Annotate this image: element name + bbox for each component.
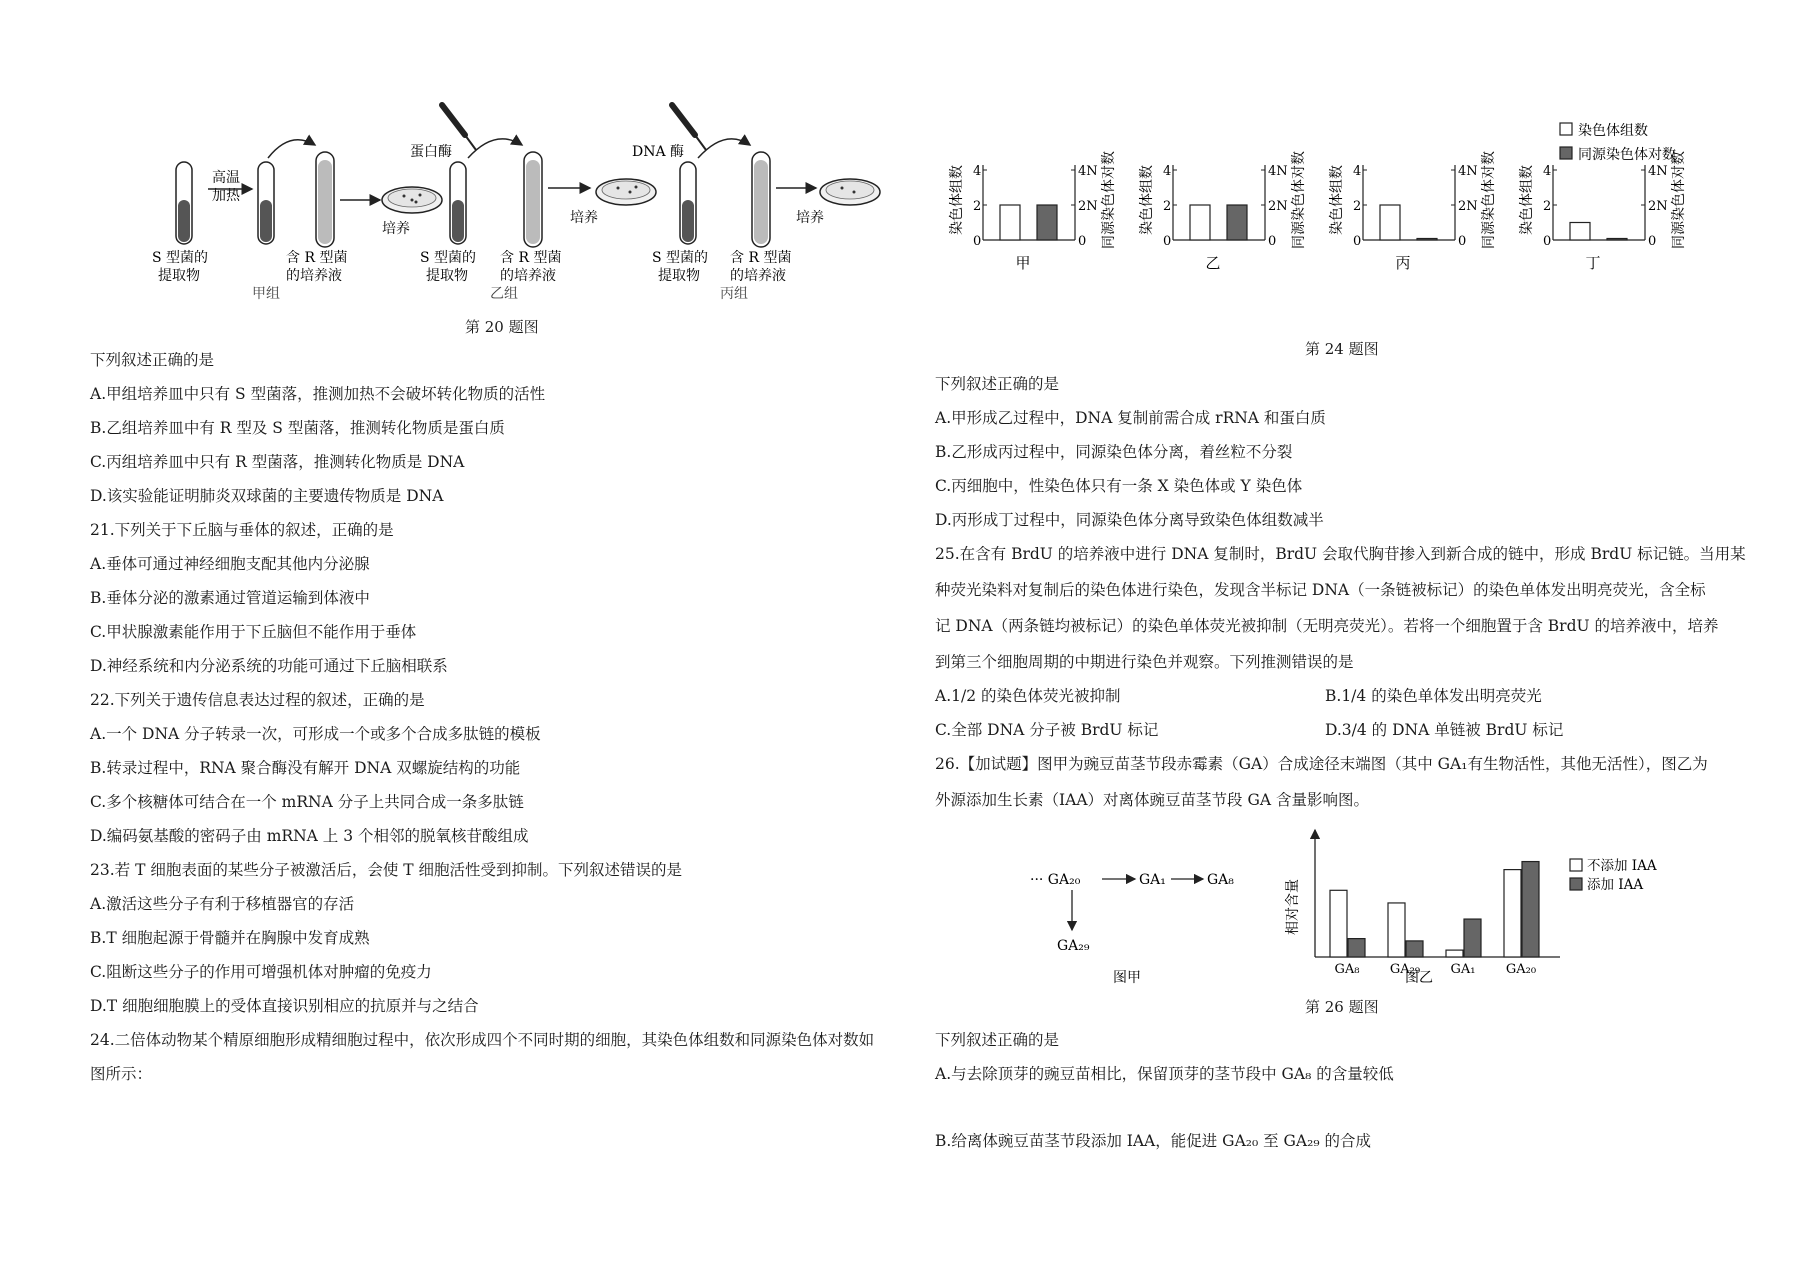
text-line: 下列叙述正确的是 — [935, 1031, 1060, 1049]
svg-text:的培养液: 的培养液 — [286, 268, 342, 284]
tick-label: 2 — [973, 199, 982, 214]
reagent-label: 蛋白酶 — [410, 144, 452, 160]
legend-swatch-no-iaa — [1570, 859, 1582, 871]
pathway-start: ··· GA₂₀ — [1030, 872, 1081, 888]
text-line: 外源添加生长素（IAA）对离体豌豆苗茎节段 GA 含量影响图。 — [935, 791, 1369, 809]
svg-text:培养: 培养 — [796, 210, 824, 226]
bar-no-iaa — [1388, 903, 1405, 957]
text-line: 下列叙述正确的是 — [90, 351, 215, 369]
text-line: D.T 细胞细胞膜上的受体直接识别相应的抗原并与之结合 — [90, 997, 479, 1015]
text-line: B.T 细胞起源于骨髓并在胸腺中发育成熟 — [90, 929, 370, 947]
bar-iaa — [1522, 862, 1539, 957]
text-line: B.垂体分泌的激素通过管道运输到体液中 — [90, 589, 370, 607]
bar-homologous-pairs — [1037, 205, 1057, 240]
tick-label: 0 — [1078, 234, 1087, 249]
group-label: 甲组 — [252, 286, 280, 300]
tick-label: 0 — [973, 234, 982, 249]
svg-text:提取物: 提取物 — [426, 268, 468, 284]
text-line: B.给离体豌豆苗茎节段添加 IAA，能促进 GA₂₀ 至 GA₂₉ 的合成 — [935, 1132, 1371, 1150]
svg-text:S 型菌的: S 型菌的 — [152, 250, 209, 266]
right-axis-label: 同源染色体对数 — [1291, 151, 1307, 249]
reagent-label: DNA 酶 — [632, 144, 685, 160]
bar-homologous-pairs — [1227, 205, 1247, 240]
figure-24 — [935, 115, 1755, 315]
tick-label: 4N — [1268, 164, 1288, 179]
bar-chromosome-sets — [1380, 205, 1400, 240]
group-yi — [410, 105, 656, 300]
bar-iaa — [1406, 941, 1423, 957]
tick-label: 0 — [1163, 234, 1172, 249]
text-line: 25.在含有 BrdU 的培养液中进行 DNA 复制时，BrdU 会取代胸苷掺入到新合成的链中，形成 BrdU 标记链。当用某 — [935, 545, 1746, 563]
text-line: 记 DNA（两条链均被标记）的染色单体荧光被抑制（无明亮荧光）。若将一个细胞置于含 BrdU 的培养液中，培养 — [935, 617, 1719, 635]
tick-label: 0 — [1458, 234, 1467, 249]
tick-label: 0 — [1353, 234, 1362, 249]
heat-label: 加热 — [212, 188, 240, 204]
text-line: A.甲组培养皿中只有 S 型菌落，推测加热不会破坏转化物质的活性 — [90, 385, 546, 403]
bar-iaa — [1464, 919, 1481, 957]
bar-homologous-pairs — [1607, 239, 1627, 241]
text-line: 到第三个细胞周期的中期进行染色并观察。下列推测错误的是 — [935, 653, 1354, 671]
text-line: B.转录过程中，RNA 聚合酶没有解开 DNA 双螺旋结构的功能 — [90, 759, 521, 777]
tick-label: 4N — [1648, 164, 1668, 179]
ga-bar-chart — [1284, 830, 1560, 986]
text-line: D.神经系统和内分泌系统的功能可通过下丘脑相联系 — [90, 657, 448, 675]
svg-text:培养: 培养 — [382, 221, 410, 237]
tick-label: 0 — [1648, 234, 1657, 249]
left-axis-label: 染色体组数 — [949, 165, 965, 235]
legend-label: 同源染色体对数 — [1578, 147, 1676, 163]
group-label: 丙组 — [720, 286, 748, 300]
text-line: A.一个 DNA 分子转录一次，可形成一个或多个合成多肽链的模板 — [90, 725, 541, 743]
text-line: 21.下列关于下丘脑与垂体的叙述，正确的是 — [90, 521, 394, 539]
bar-homologous-pairs — [1417, 239, 1437, 241]
right-axis-label: 同源染色体对数 — [1671, 151, 1687, 249]
tick-label: 2N — [1458, 199, 1478, 214]
y-axis-label: 相对含量 — [1285, 879, 1301, 935]
tick-label: 0 — [1268, 234, 1277, 249]
panel-label: 丙 — [1395, 254, 1411, 272]
figure-a-label: 图甲 — [1113, 970, 1141, 986]
legend-swatch-iaa — [1570, 878, 1582, 890]
ga-pathway — [1030, 872, 1234, 986]
text-line: B.乙组培养皿中有 R 型及 S 型菌落，推测转化物质是蛋白质 — [90, 419, 505, 437]
text-line: D.该实验能证明肺炎双球菌的主要遗传物质是 DNA — [90, 487, 444, 505]
tick-label: 4 — [1543, 164, 1552, 179]
right-axis-label: 同源染色体对数 — [1101, 151, 1117, 249]
x-tick-label: GA₂₉ — [1389, 962, 1421, 977]
text-line: 22.下列关于遗传信息表达过程的叙述，正确的是 — [90, 691, 425, 709]
legend-label: 不添加 IAA — [1587, 858, 1657, 874]
legend-label: 添加 IAA — [1587, 877, 1644, 893]
tick-label: 2 — [1163, 199, 1172, 214]
text-line: D.丙形成丁过程中，同源染色体分离导致染色体组数减半 — [935, 511, 1324, 529]
text-line: C.丙组培养皿中只有 R 型菌落，推测转化物质是 DNA — [90, 453, 465, 471]
tick-label: 0 — [1543, 234, 1552, 249]
panel-label: 乙 — [1205, 254, 1221, 272]
option-a: A.1/2 的染色体荧光被抑制 — [935, 687, 1121, 705]
left-axis-label: 染色体组数 — [1329, 165, 1345, 235]
legend-swatch-sets — [1560, 123, 1572, 135]
text-line: 23.若 T 细胞表面的某些分子被激活后，会使 T 细胞活性受到抑制。下列叙述错误的是 — [90, 861, 683, 879]
x-tick-label: GA₁ — [1450, 962, 1476, 977]
text-line: 图所示： — [90, 1065, 153, 1083]
group-bing — [632, 105, 880, 300]
svg-text:的培养液: 的培养液 — [500, 268, 556, 284]
text-line: 26.【加试题】图甲为豌豆苗茎节段赤霉素（GA）合成途径末端图（其中 GA₁有生物活性，其他无活性），图乙为 — [935, 755, 1708, 773]
pathway-mid: GA₁ — [1139, 872, 1166, 888]
tick-label: 4 — [1163, 164, 1172, 179]
text-line: C.阻断这些分子的作用可增强机体对肿瘤的免疫力 — [90, 963, 432, 981]
svg-text:含 R 型菌: 含 R 型菌 — [730, 250, 792, 266]
text-line: C.甲状腺激素能作用于下丘脑但不能作用于垂体 — [90, 623, 417, 641]
legend-label: 染色体组数 — [1578, 123, 1648, 139]
tick-label: 4 — [973, 164, 982, 179]
text-line: A.激活这些分子有利于移植器官的存活 — [90, 895, 355, 913]
panel-0 — [948, 151, 1117, 272]
panel-label: 甲 — [1015, 254, 1031, 272]
tick-label: 4N — [1458, 164, 1478, 179]
panel-1 — [1138, 151, 1307, 272]
option-c: C.全部 DNA 分子被 BrdU 标记 — [935, 721, 1159, 739]
tick-label: 2 — [1543, 199, 1552, 214]
heat-label: 高温 — [212, 170, 240, 186]
bar-no-iaa — [1504, 870, 1521, 957]
text-line: 种荧光染料对复制后的染色体进行染色，发现含半标记 DNA（一条链被标记）的染色单体发出明亮荧光，含全标 — [935, 581, 1706, 599]
svg-text:的培养液: 的培养液 — [730, 268, 786, 284]
svg-text:提取物: 提取物 — [158, 268, 200, 284]
bar-chromosome-sets — [1000, 205, 1020, 240]
tick-label: 2 — [1353, 199, 1362, 214]
svg-text:含 R 型菌: 含 R 型菌 — [500, 250, 562, 266]
x-tick-label: GA₈ — [1334, 962, 1360, 977]
pathway-branch: GA₂₉ — [1057, 938, 1090, 954]
svg-text:含 R 型菌: 含 R 型菌 — [286, 250, 348, 266]
group-jia — [152, 140, 442, 300]
option-b: B.1/4 的染色单体发出明亮荧光 — [1325, 687, 1542, 705]
text-line: C.丙细胞中，性染色体只有一条 X 染色体或 Y 染色体 — [935, 477, 1303, 495]
option-d: D.3/4 的 DNA 单链被 BrdU 标记 — [1325, 721, 1564, 739]
left-axis-label: 染色体组数 — [1139, 165, 1155, 235]
tick-label: 2N — [1078, 199, 1098, 214]
panel-2 — [1328, 151, 1497, 272]
pathway-end: GA₈ — [1207, 872, 1234, 888]
figure-20-caption: 第 20 题图 — [465, 318, 539, 336]
text-line: 下列叙述正确的是 — [935, 375, 1060, 393]
left-axis-label: 染色体组数 — [1519, 165, 1535, 235]
text-line: D.编码氨基酸的密码子由 mRNA 上 3 个相邻的脱氧核苷酸组成 — [90, 827, 529, 845]
right-axis-label: 同源染色体对数 — [1481, 151, 1497, 249]
text-line: A.垂体可通过神经细胞支配其他内分泌腺 — [90, 555, 370, 573]
figure-b-label: 图乙 — [1405, 970, 1433, 986]
tick-label: 4 — [1353, 164, 1362, 179]
panel-label: 丁 — [1585, 254, 1601, 272]
figure-26 — [935, 822, 1755, 987]
text-line: 24.二倍体动物某个精原细胞形成精细胞过程中，依次形成四个不同时期的细胞，其染色体组数和同源染色体对数如 — [90, 1031, 875, 1049]
svg-text:培养: 培养 — [570, 210, 598, 226]
figure-26-caption: 第 26 题图 — [1305, 998, 1379, 1016]
panel-3 — [1518, 151, 1687, 272]
bar-no-iaa — [1330, 890, 1347, 957]
tick-label: 4N — [1078, 164, 1098, 179]
tick-label: 2N — [1648, 199, 1668, 214]
text-line: C.多个核糖体可结合在一个 mRNA 分子上共同合成一条多肽链 — [90, 793, 524, 811]
legend-swatch-pairs — [1560, 147, 1572, 159]
tick-label: 2N — [1268, 199, 1288, 214]
svg-text:S 型菌的: S 型菌的 — [420, 250, 477, 266]
text-line: B.乙形成丙过程中，同源染色体分离，着丝粒不分裂 — [935, 443, 1293, 461]
bar-chromosome-sets — [1570, 223, 1590, 241]
x-tick-label: GA₂₀ — [1505, 962, 1537, 977]
text-line: A.甲形成乙过程中，DNA 复制前需合成 rRNA 和蛋白质 — [935, 409, 1326, 427]
group-label: 乙组 — [490, 286, 518, 300]
figure-24-caption: 第 24 题图 — [1305, 340, 1379, 358]
figure-20 — [90, 100, 910, 300]
svg-text:提取物: 提取物 — [658, 268, 700, 284]
svg-text:S 型菌的: S 型菌的 — [652, 250, 709, 266]
bar-iaa — [1348, 939, 1365, 957]
text-line: A.与去除顶芽的豌豆苗相比，保留顶芽的茎节段中 GA₈ 的含量较低 — [935, 1065, 1394, 1083]
bar-chromosome-sets — [1190, 205, 1210, 240]
bar-no-iaa — [1446, 950, 1463, 957]
